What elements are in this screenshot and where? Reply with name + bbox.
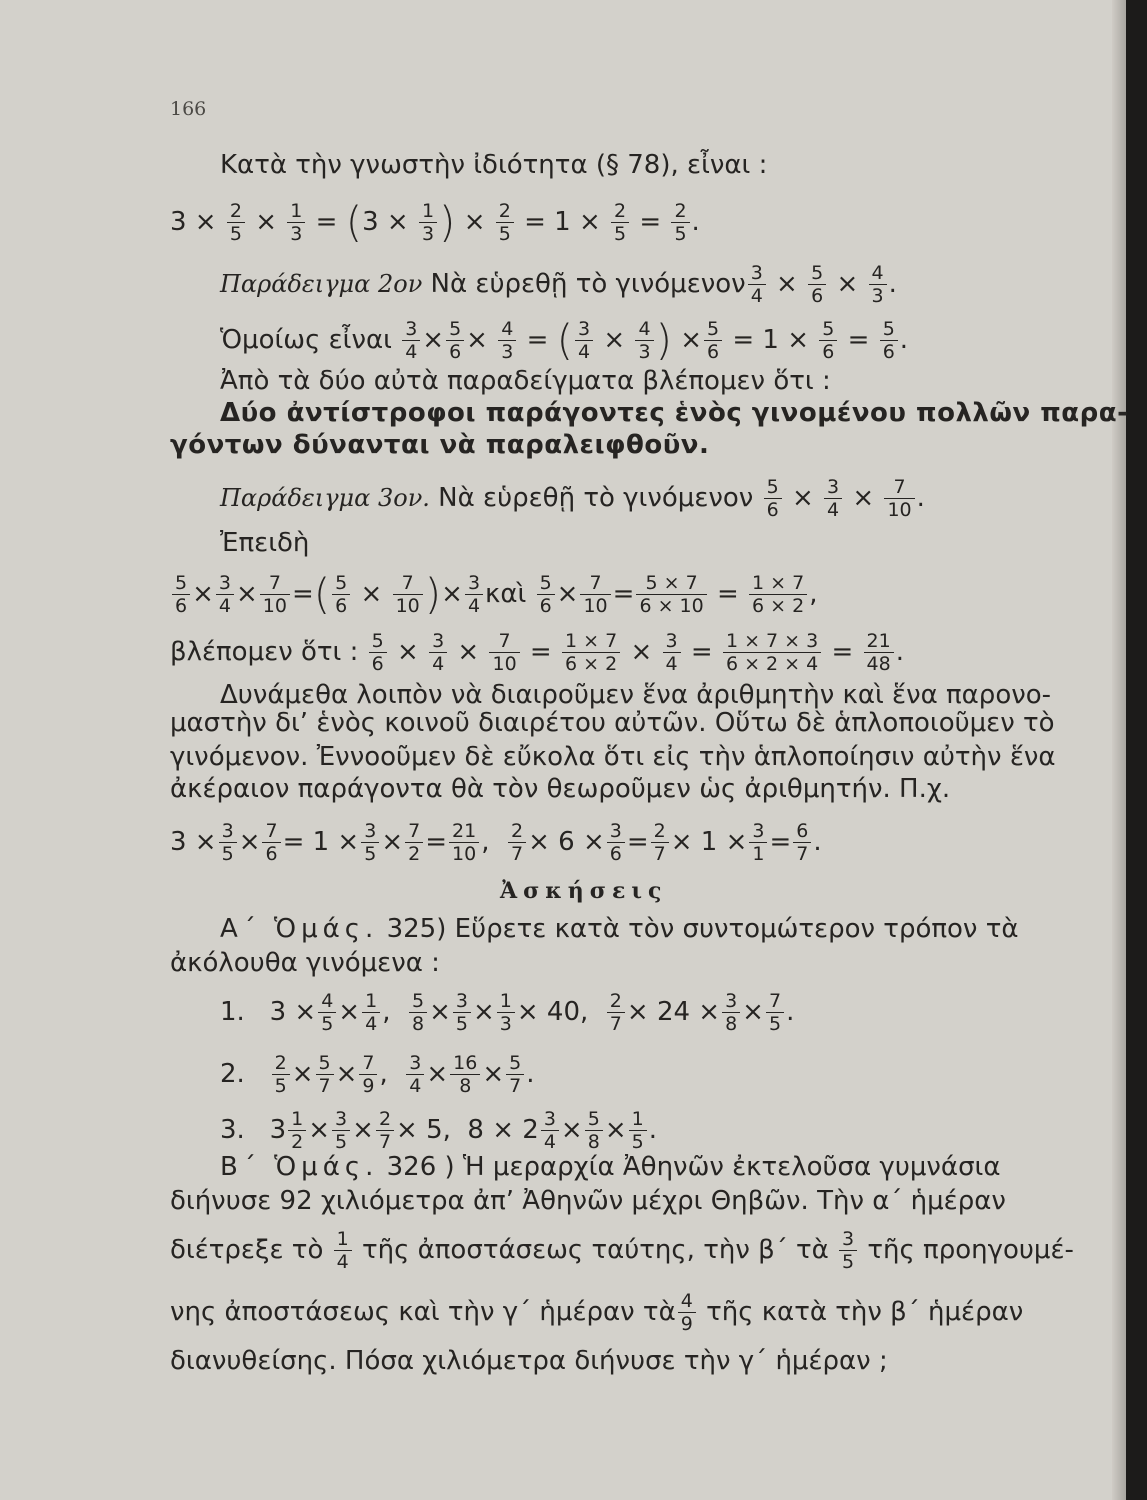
intro-line: Κατὰ τὴν γνωστὴν ἰδιότητα (§ 78), εἶναι : bbox=[220, 150, 768, 180]
exercises-title: Ἀσκήσεις bbox=[500, 878, 668, 904]
page-edge-shadow bbox=[1112, 0, 1126, 1500]
group-a-label: Α΄ Ὁμάς. bbox=[220, 914, 379, 944]
exercise-3: 3. 3 $\frac{1}{2}$ × $\frac{3}{5}$ × $\frac{2}{7}$ × 5, 8 × 2 $\frac{3}{4}$ × $\frac{5}{8}$ × $\frac{1}{5}$ . bbox=[220, 1108, 657, 1153]
equation-1: 3 × $\frac{2}{5}$ × $\frac{1}{3}$ = (3 × $\frac{1}{3}$ ) × $\frac{2}{5}$ = 1 × $\frac{2}{5}$ = $\frac{2}{5}$ . bbox=[170, 197, 700, 247]
example-2: Παράδειγμα 2ον Νὰ εὑρεθῇ τὸ γινόμενον $\frac{3}{4}$ × $\frac{5}{6}$ × $\frac{4}{3}$ . bbox=[220, 262, 897, 307]
example-3-label: Παράδειγμα 3ον. bbox=[220, 484, 430, 512]
group-b-line-1 bbox=[220, 1152, 1000, 1182]
rule-line-1: Δύο ἀντίστροφοι παράγοντες ἑνὸς γινομένου πολλῶν παρα- bbox=[220, 398, 1129, 428]
exercise-2: 2. $\frac{2}{5}$ × $\frac{5}{7}$ × $\frac{7}{9}$ , $\frac{3}{4}$ × $\frac{16}{8}$ × $\frac{5}{7}$ . bbox=[220, 1052, 535, 1097]
equation-3: $\frac{5}{6}$ × $\frac{3}{4}$ × $\frac{7}{10}$ =( $\frac{5}{6}$ × $\frac{7}{10}$ )× $\frac{3}{4}$ καὶ $\frac{5}{6}$ × $\frac{7}{10}$ = $\frac{5 \times 7}{6 \times 10}$ = $\frac{1 \times 7}{6 \times 2}$ , bbox=[170, 572, 818, 617]
group-b-line-3c: τῆς προηγουμέ- bbox=[867, 1235, 1074, 1265]
paragraph-line-3: γινόμενον. Ἐννοοῦμεν δὲ εὔκολα ὅτι εἰς τὴν ἁπλοποίησιν αὐτὴν ἕνα bbox=[170, 742, 1056, 772]
page-number: 166 bbox=[170, 98, 207, 120]
group-a-text: 325) Εὕρετε κατὰ τὸν συντομώτερον τρόπον τὰ bbox=[386, 914, 1019, 944]
book-spine bbox=[1126, 0, 1147, 1500]
exercise-1: 1. 3 × $\frac{4}{5}$ × $\frac{1}{4}$ , $\frac{5}{8}$ × $\frac{3}{5}$ × $\frac{1}{3}$ × 40, $\frac{2}{7}$ × 24 × $\frac{3}{8}$ × $\frac{7}{5}$ . bbox=[220, 990, 795, 1035]
group-b-line-3a: διέτρεξε τὸ bbox=[170, 1235, 324, 1265]
from-examples: Ἀπὸ τὰ δύο αὐτὰ παραδείγματα βλέπομεν ὅτι : bbox=[220, 366, 831, 396]
kai-text: καὶ bbox=[485, 579, 527, 609]
group-a-line-1 bbox=[220, 914, 1019, 944]
group-a-line-2: ἀκόλουθα γινόμενα : bbox=[170, 948, 440, 978]
example-2-label: Παράδειγμα 2ον bbox=[220, 270, 423, 298]
group-b-line-3: διέτρεξε τὸ $\frac{1}{4}$ τῆς ἀποστάσεως ταύτης, τὴν β΄ τὰ $\frac{3}{5}$ τῆς προηγουμέ- bbox=[170, 1228, 1074, 1273]
since-text: Ἐπειδὴ bbox=[220, 528, 310, 558]
example-3: Παράδειγμα 3ον. Νὰ εὑρεθῇ τὸ γινόμενον $\frac{5}{6}$ × $\frac{3}{4}$ × $\frac{7}{10}$ . bbox=[220, 476, 925, 521]
group-b-label: Β΄ Ὁμάς. bbox=[220, 1152, 379, 1182]
group-b-line-4b: τῆς κατὰ τὴν β΄ ἡμέραν bbox=[706, 1297, 1024, 1327]
equation-2: Ὁμοίως εἶναι $\frac{3}{4}$ × $\frac{5}{6}$ × $\frac{4}{3}$ = ( $\frac{3}{4}$ × $\frac{4}{3}$ ) × $\frac{5}{6}$ = 1 × $\frac{5}{6}$ = $\frac{5}{6}$ . bbox=[220, 315, 909, 365]
rule-line-2: γόντων δύνανται νὰ παραλειφθοῦν. bbox=[170, 430, 710, 460]
paragraph-line-2: μαστὴν δι’ ἑνὸς κοινοῦ διαιρέτου αὐτῶν. Οὕτω δὲ ἁπλοποιοῦμεν τὸ bbox=[170, 708, 1055, 738]
similarly-text: Ὁμοίως εἶναι bbox=[220, 325, 392, 355]
group-b-text: 326 ) Ἡ μεραρχία Ἀθηνῶν ἐκτελοῦσα γυμνάσια bbox=[386, 1152, 1001, 1182]
item-1-number: 1. bbox=[220, 997, 245, 1027]
equation-4: βλέπομεν ὅτι : $\frac{5}{6}$ × $\frac{3}{4}$ × $\frac{7}{10}$ = $\frac{1 \times 7}{6 \times 2}$ × $\frac{3}{4}$ = $\frac{1 \times 7 \times 3}{6 \times 2 \times 4}$ = $\frac{21}{48}$ . bbox=[170, 630, 904, 675]
group-b-line-5: διανυθείσης. Πόσα χιλιόμετρα διήνυσε τὴν γ΄ ἡμέραν ; bbox=[170, 1346, 888, 1376]
group-b-line-4a: νης ἀποστάσεως καὶ τὴν γ΄ ἡμέραν τὰ bbox=[170, 1297, 676, 1327]
group-b-line-2: διήνυσε 92 χιλιόμετρα ἀπ’ Ἀθηνῶν μέχρι Θηβῶν. Τὴν α΄ ἡμέραν bbox=[170, 1186, 1006, 1216]
we-see-text: βλέπομεν ὅτι : bbox=[170, 637, 359, 667]
equation-5: 3 × $\frac{3}{5}$ × $\frac{7}{6}$ = 1 × $\frac{3}{5}$ × $\frac{7}{2}$ = $\frac{21}{10}$ , $\frac{2}{7}$ × 6 × $\frac{3}{6}$ = $\frac{2}{7}$ × 1 × $\frac{3}{1}$ = $\frac{6}{7}$ . bbox=[170, 820, 822, 865]
example-3-text: Νὰ εὑρεθῇ τὸ γινόμενον bbox=[438, 483, 754, 513]
group-b-line-3b: τῆς ἀποστάσεως ταύτης, τὴν β΄ τὰ bbox=[361, 1235, 829, 1265]
item-2-number: 2. bbox=[220, 1059, 245, 1089]
item-3-number: 3. bbox=[220, 1115, 245, 1145]
paragraph-line-1: Δυνάμεθα λοιπὸν νὰ διαιροῦμεν ἕνα ἀριθμητὴν καὶ ἕνα παρονο- bbox=[220, 680, 1052, 710]
group-b-line-4: νης ἀποστάσεως καὶ τὴν γ΄ ἡμέραν τὰ $\frac{4}{9}$ τῆς κατὰ τὴν β΄ ἡμέραν bbox=[170, 1290, 1024, 1335]
paragraph-line-4: ἀκέραιον παράγοντα θὰ τὸν θεωροῦμεν ὡς ἀριθμητήν. Π.χ. bbox=[170, 774, 951, 804]
example-2-text: Νὰ εὑρεθῇ τὸ γινόμενον bbox=[430, 269, 746, 299]
